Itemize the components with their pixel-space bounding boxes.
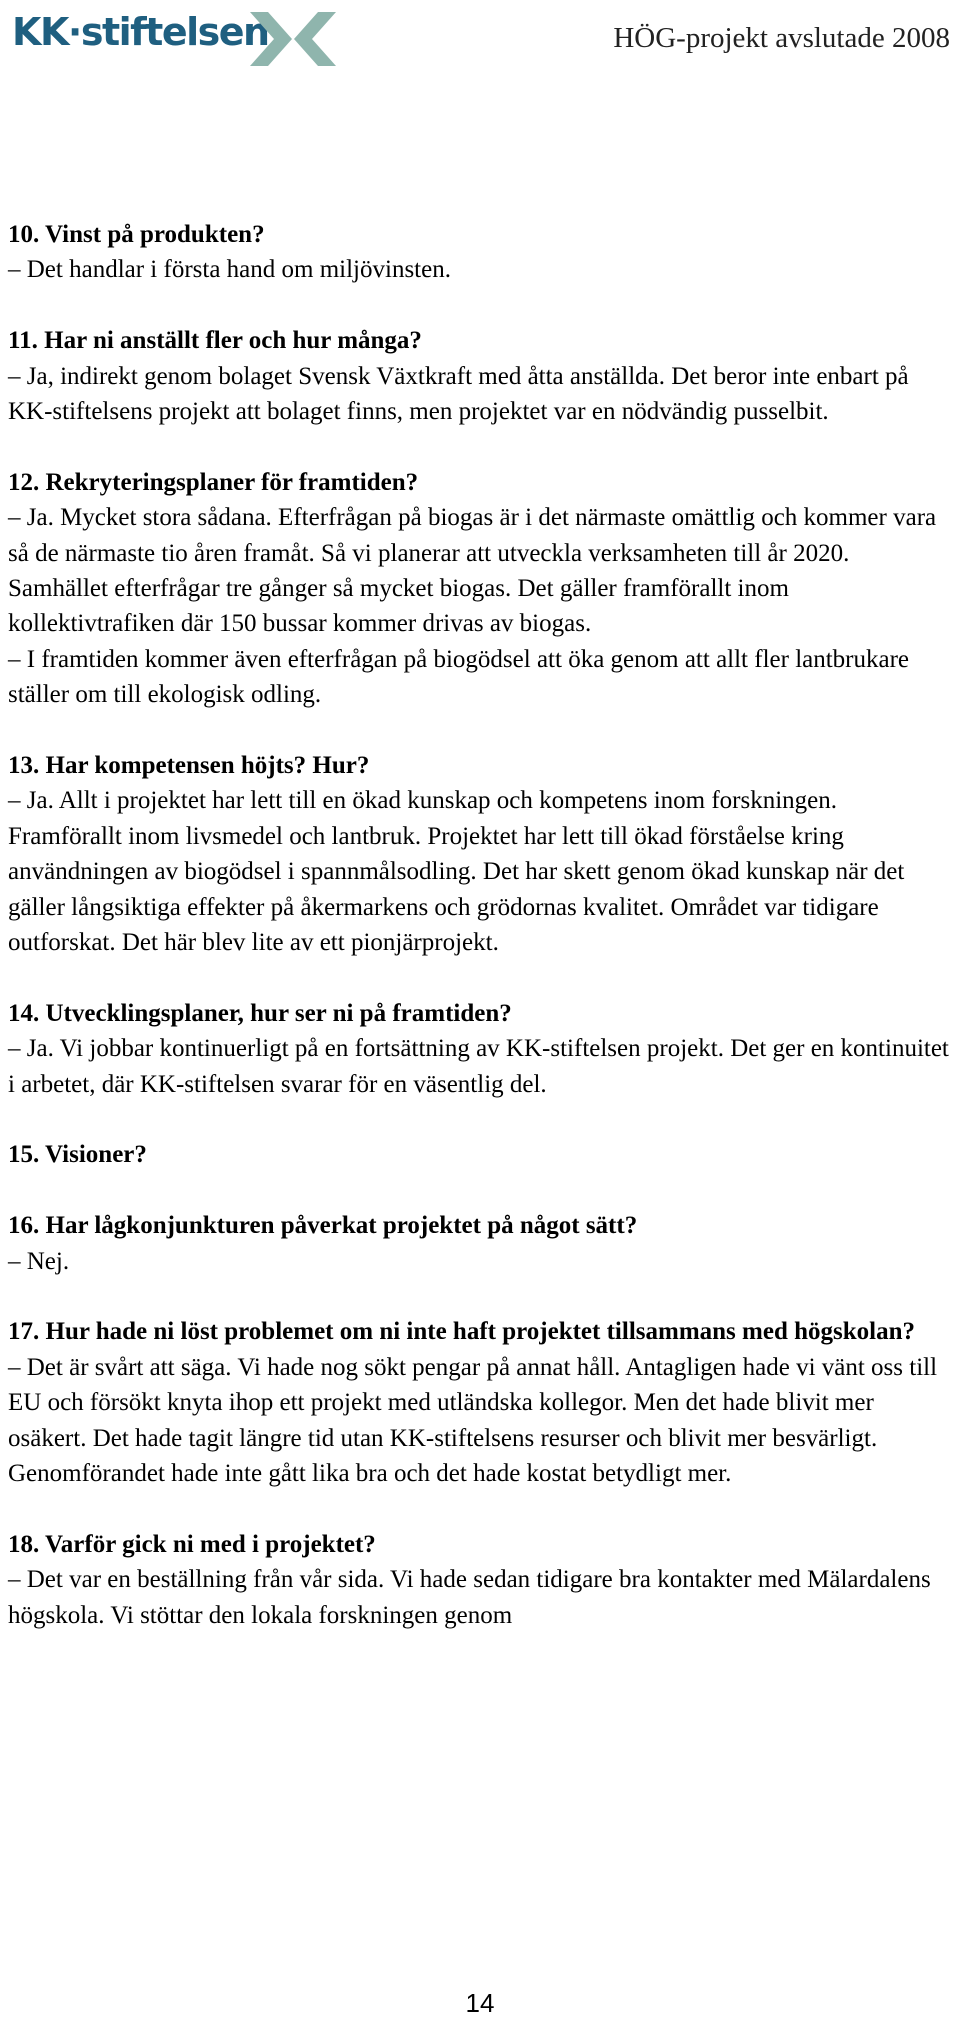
question-heading: 15. Visioner? (8, 1141, 147, 1169)
question-heading: 11. Har ni anställt fler och hur många? (8, 327, 422, 355)
paragraph-gap (8, 960, 952, 995)
question-heading: 16. Har lågkonjunkturen påverkat projektet på något sätt? (8, 1212, 638, 1240)
question-heading: 10. Vinst på produkten? (8, 221, 265, 248)
qa-content (8, 217, 952, 1633)
paragraph-gap (8, 1102, 952, 1137)
document-title: HÖG-projekt avslutade 2008 (613, 22, 950, 54)
paragraph-gap (8, 288, 952, 323)
answer-text: – Det var en beställning från vår sida. Vi hade sedan tidigare bra kontakter med Mälardalens högskola. Vi stöttar den lokala forskningen genom (8, 1566, 931, 1629)
question-heading: 12. Rekryteringsplaner för framtiden? (8, 468, 419, 496)
question-heading: 17. Hur hade ni löst problemet om ni inte haft projektet tillsammans med högskolan? (8, 1318, 915, 1346)
question-heading: 18. Varför gick ni med i projektet? (8, 1530, 376, 1558)
question-heading: 14. Utvecklingsplaner, hur ser ni på framtiden? (8, 999, 512, 1027)
answer-text: – Nej. (8, 1247, 70, 1275)
question-heading: 13. Har kompetensen höjts? Hur? (8, 752, 370, 780)
page-number: 14 (465, 1988, 495, 2018)
paragraph-gap (8, 713, 952, 748)
answer-text: – Ja. Allt i projektet har lett till en ökad kunskap och kompetens inom forskningen. Framförallt inom livsmedel och lantbruk. Projektet har lett till ökad förståelse kring användningen av biogödsel i spannmålsodling. Det har skett genom ökad kunskap när det gäller långsiktiga effekter på åkermarkens och grödornas kvalitet. Området var tidigare outforskat. Det här blev lite av ett pionjärprojekt. (8, 787, 905, 957)
paragraph-gap (8, 1173, 952, 1208)
answer-text: – Ja, indirekt genom bolaget Svensk Växtkraft med åtta anställda. Det beror inte enbart på KK-stiftelsens projekt att bolaget finns, men projektet var en nödvändig pusselbit. (8, 362, 909, 426)
paragraph-gap (8, 429, 952, 464)
paragraph-gap (8, 1492, 952, 1527)
logo-chevron-icon (248, 10, 338, 68)
page-header (8, 8, 952, 68)
answer-text: – Ja. Vi jobbar kontinuerligt på en fortsättning av KK-stiftelsen projekt. Det ger en kontinuitet i arbetet, där KK-stiftelsen svarar för en väsentlig del. (8, 1035, 949, 1098)
paragraph-gap (8, 1279, 952, 1314)
answer-text: – Ja. Mycket stora sådana. Efterfrågan på biogas är i det närmaste omättlig och kommer vara så de närmaste tio åren framåt. Så vi planerar att utveckla verksamheten till år 2020. Samhället efterfrågar tre gånger så mycket biogas. Det gäller framförallt inom kollektivtrafiken där 150 bussar kommer drivas av biogas. (8, 504, 937, 638)
answer-text: – I framtiden kommer även efterfrågan på biogödsel att öka genom att allt fler lantbrukare ställer om till ekologisk odling. (8, 645, 910, 709)
answer-text: – Det är svårt att säga. Vi hade nog sökt pengar på annat håll. Antagligen hade vi vänt oss till EU och försökt knyta ihop ett projekt med utländska kollegor. Men det hade blivit mer osäkert. Det hade tagit längre tid utan KK-stiftelsens resurser och blivit mer besvärligt. Genomförandet hade inte gått lika bra och det hade kostat betydligt mer. (8, 1353, 938, 1488)
logo-text: KK·stiftelsen (12, 10, 269, 54)
answer-text: – Det handlar i första hand om miljövinsten. (8, 256, 451, 284)
